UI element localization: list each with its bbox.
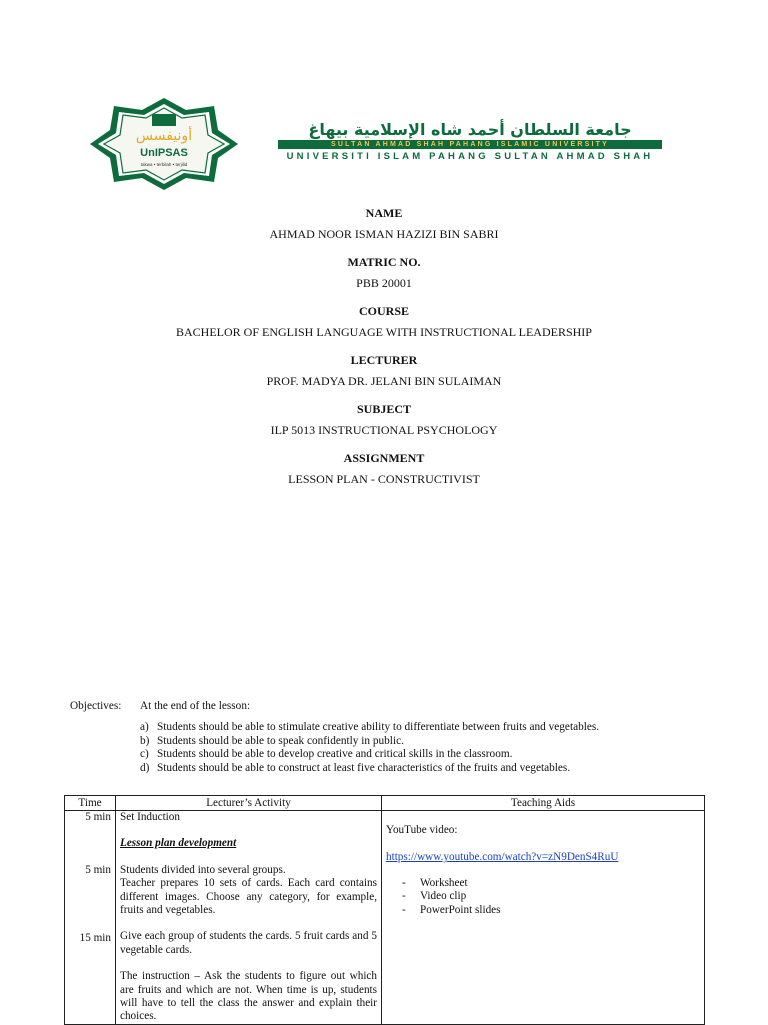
activity-paragraph: Students divided into several groups. — [120, 863, 286, 876]
time-slot-3: 15 min — [79, 931, 111, 944]
assignment-label: ASSIGNMENT — [343, 451, 425, 465]
svg-text:جامعة السلطان أحمد شاه الإسلام: جامعة السلطان أحمد شاه الإسلامية بيهاغ — [308, 120, 632, 139]
list-item: - Worksheet — [402, 876, 468, 889]
time-slot-1: 5 min — [85, 811, 111, 823]
university-english-name: SULTAN AHMAD SHAH PAHANG ISLAMIC UNIVERSITY — [278, 140, 662, 149]
aids-list — [386, 877, 700, 918]
development-heading: Lesson plan development — [120, 837, 237, 850]
course-label: COURSE — [358, 304, 409, 318]
assignment-value: LESSON PLAN - CONSTRUCTIVIST — [288, 472, 480, 486]
list-item: - PowerPoint slides — [402, 903, 501, 916]
unipsas-logo — [88, 96, 240, 192]
time-cell — [65, 811, 116, 1025]
activity-paragraph: Teacher prepares 10 sets of cards. Each card contains different images. Choose any category, for example, fruits and vegetables. — [120, 877, 377, 917]
objectives-list — [140, 721, 700, 775]
lesson-plan-table — [64, 795, 705, 1025]
course-value: BACHELOR OF ENGLISH LANGUAGE WITH INSTRUCTIONAL LEADERSHIP — [176, 325, 592, 339]
objective-item: a) Students should be able to stimulate creative ability to differentiate between fruits and vegetables. — [140, 721, 600, 733]
objectives-label: Objectives: — [70, 700, 122, 712]
activity-paragraph: The instruction – Ask the students to figure out which are fruits and which are not. When time is up, students will have to tell the class the answer and explain their choices. — [120, 970, 377, 1023]
logo-arabic-text: أونيفسس — [135, 128, 193, 144]
objective-item: c) Students should be able to develop creative and critical skills in the classroom. — [140, 748, 513, 760]
matric-value: PBB 20001 — [356, 276, 412, 290]
objective-item: d) Students should be able to construct at least five characteristics of the fruits and vegetables. — [140, 761, 571, 774]
objective-item: b) Students should be able to speak confidently in public. — [140, 734, 404, 747]
student-info — [0, 206, 768, 500]
table-header-row — [65, 796, 705, 811]
lecturer-label: LECTURER — [350, 353, 418, 367]
header-aids: Teaching Aids — [382, 796, 705, 811]
header-time: Time — [65, 796, 116, 811]
university-arabic-name — [278, 118, 662, 140]
logo-name-text: UnIPSAS — [140, 147, 188, 159]
subject-label: SUBJECT — [356, 402, 412, 416]
time-slot-2: 5 min — [85, 864, 111, 877]
activity-paragraph: Give each group of students the cards. 5 fruit cards and 5 vegetable cards. — [120, 930, 377, 956]
objectives-section — [70, 700, 710, 774]
name-label: NAME — [365, 206, 403, 220]
lecturer-value: PROF. MADYA DR. JELANI BIN SULAIMAN — [266, 374, 502, 388]
matric-label: MATRIC NO. — [347, 255, 421, 269]
aids-cell — [382, 811, 705, 1025]
header-activity: Lecturer’s Activity — [116, 796, 382, 811]
set-induction: Set Induction — [120, 811, 180, 823]
youtube-link[interactable]: https://www.youtube.com/watch?v=zN9DenS4RuU — [386, 851, 619, 864]
table-row — [65, 811, 705, 1025]
activity-cell — [116, 811, 382, 1025]
logo-tagline-text: takwa • terbilah • terjilid — [140, 162, 188, 167]
name-value: AHMAD NOOR ISMAN HAZIZI BIN SABRI — [269, 227, 499, 241]
university-malay-name: UNIVERSITI ISLAM PAHANG SULTAN AHMAD SHAH — [286, 151, 654, 162]
list-item: - Video clip — [402, 890, 467, 903]
objectives-intro: At the end of the lesson: — [140, 700, 251, 712]
subject-value: ILP 5013 INSTRUCTIONAL PSYCHOLOGY — [270, 423, 498, 437]
youtube-label: YouTube video: — [386, 824, 458, 836]
